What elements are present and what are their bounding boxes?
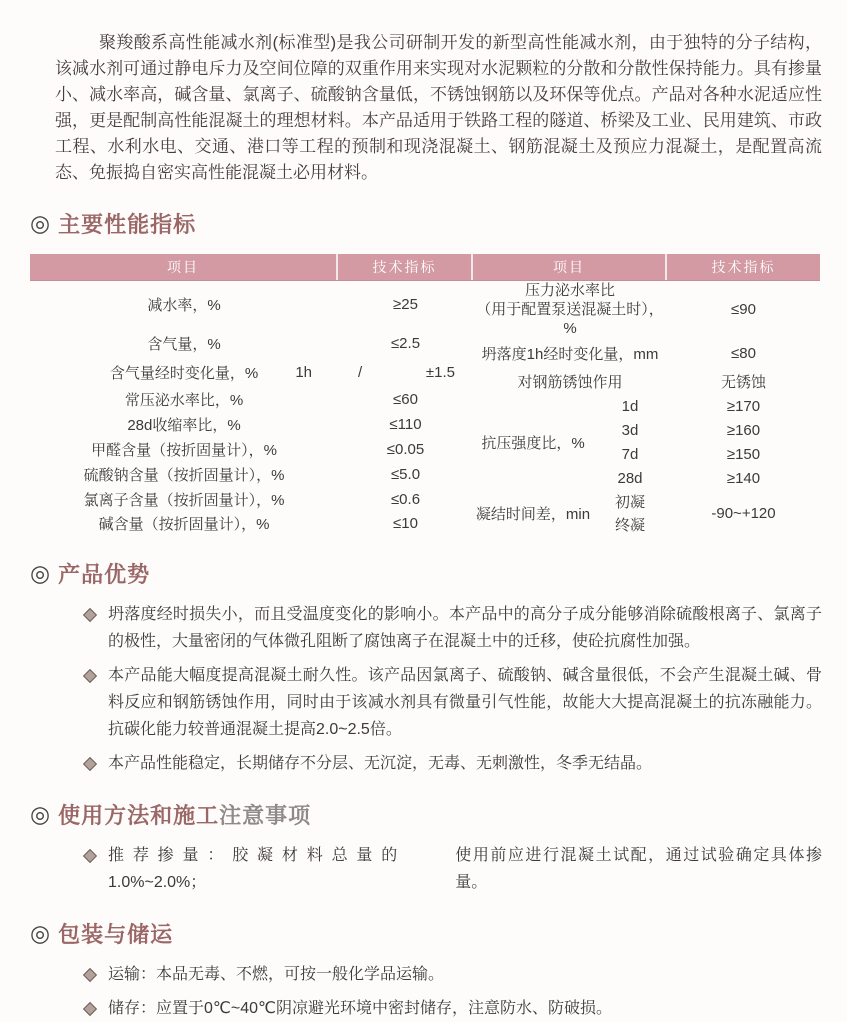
row-label: 甲醛含量（按折固量计），% (91, 442, 277, 460)
diamond-bullet-icon (83, 608, 97, 622)
section-performance-heading (30, 208, 847, 239)
setting-initial-label: 初凝 (614, 494, 645, 511)
row-value: ≤5.0 (390, 466, 421, 484)
section-packing-heading (30, 918, 847, 949)
list-item-text: 坍落度经时损失小，而且受温度变化的影响小。本产品中的高分子成分能够消除硫酸根离子、氯离子的极性，大量密闭的气体微孔阻断了腐蚀离子在混凝土中的迁移，使砼抗腐性加强。 (108, 606, 822, 650)
list-item (85, 750, 822, 777)
usage-list (85, 842, 822, 896)
row-label: 抗压强度比，% (481, 434, 585, 452)
table-row (30, 512, 473, 536)
row-value: ≤90 (731, 301, 756, 318)
table-row (30, 386, 473, 411)
advantages-list (85, 601, 822, 777)
age-label: 7d (621, 445, 639, 463)
section-title: 主要性能指标 (58, 212, 197, 237)
age-label: 3d (621, 421, 639, 439)
spacer (397, 842, 455, 896)
table-body (30, 281, 820, 536)
list-item-text: 本产品能大幅度提高混凝土耐久性。该产品因氯离子、硫酸钠、碱含量很低，不会产生混凝土碱、骨料反应和钢筋锈蚀作用，同时由于该减水剂具有微量引气性能，故能大大提高混凝土的抗冻融能力。抗碳化能力较普通混凝土提高2.0~2.5倍。 (108, 667, 822, 738)
list-item (85, 842, 822, 896)
row-value: ≤0.6 (390, 491, 421, 509)
row-label (473, 281, 667, 338)
row-value: ≤80 (731, 344, 756, 362)
section-title-tail: 注意事项 (219, 803, 312, 828)
row-value: -90~+120 (711, 504, 776, 522)
trial-mix-text: 使用前应进行混凝土试配，通过试验确定具体掺量。 (455, 847, 822, 891)
bullseye-icon: ◎ (30, 920, 52, 946)
setting-final-label: 终凝 (614, 517, 645, 534)
table-row (30, 359, 473, 386)
table-row (473, 394, 820, 418)
list-item (85, 995, 822, 1022)
intro-paragraph: 聚羧酸系高性能减水剂(标准型)是我公司研制开发的新型高性能减水剂，由于独特的分子结构，该减水剂可通过静电斥力及空间位障的双重作用来实现对水泥颗粒的分散和分散性保持能力。具有掺量小、减水率高，碱含量、氯离子、硫酸钠含量低，不锈蚀钢筋以及环保等优点。产品对各种水泥适应性强，更是配制高性能混凝土的理想材料。本产品适用于铁路工程的隧道、桥梁及工业、民用建筑、市政工程、水利水电、交通、港口等工程的预制和现浇混凝土、钢筋混凝土及预应力混凝土，是配置高流态、免振捣自密实高性能混凝土必用材料。 (55, 33, 822, 182)
row-label: 对钢筋锈蚀作用 (517, 373, 623, 391)
bullseye-icon: ◎ (30, 560, 52, 586)
diamond-bullet-icon (83, 669, 97, 683)
table-row (30, 487, 473, 511)
age-label: 28d (617, 469, 643, 487)
row-label-text: 含气量经时变化量，% (109, 365, 259, 383)
row-value-text: ±1.5 (425, 364, 455, 382)
col-header-spec-left: 技术指标 (336, 254, 471, 280)
diamond-bullet-icon (83, 757, 97, 771)
row-sublabel: 1h (295, 364, 312, 382)
table-row (30, 281, 473, 327)
row-value: 无锈蚀 (720, 373, 766, 391)
bullseye-icon: ◎ (30, 210, 52, 236)
row-label: 含气量，% (147, 335, 221, 353)
row-value: ≥25 (393, 295, 418, 313)
table-row (473, 490, 820, 513)
list-item (85, 961, 822, 988)
col-header-spec-right: 技术指标 (665, 254, 820, 280)
age-label: 1d (621, 397, 639, 415)
row-label: 凝结时间差，min (475, 505, 591, 523)
row-value: ≤10 (393, 515, 418, 533)
row-label: 减水率，% (147, 296, 221, 314)
row-value: ≥150 (726, 445, 761, 463)
row-label: 28d收缩率比，% (127, 416, 241, 434)
performance-table (30, 254, 820, 536)
table-row (473, 368, 820, 394)
row-value: ≥140 (726, 469, 761, 487)
col-header-item-left: 项目 (167, 259, 199, 275)
list-item-text: 储存：应置于0℃~40℃阴凉避光环境中密封储存，注意防水、防破损。 (108, 1000, 612, 1017)
list-item-text: 本产品性能稳定，长期储存不分层、无沉淀，无毒、无刺激性，冬季无结晶。 (108, 755, 653, 772)
packing-list (85, 961, 822, 1022)
row-label: 碱含量（按折固量计），% (98, 516, 270, 534)
list-item-text: 运输：本品无毒、不燃，可按一般化学品运输。 (108, 966, 445, 983)
row-label-line2: （用于配置泵送混凝土时），% (476, 301, 664, 337)
list-item (85, 662, 822, 743)
document-page (0, 30, 847, 1017)
row-value: ≤110 (389, 415, 422, 433)
row-label: 坍落度1h经时变化量，mm (481, 345, 659, 363)
table-row (30, 462, 473, 487)
row-value (338, 359, 473, 386)
section-title-main: 使用方法和施工 (58, 803, 220, 828)
row-value: ≤2.5 (390, 334, 421, 352)
row-label: 硫酸钠含量（按折固量计），% (83, 467, 285, 485)
row-value: ≥170 (726, 397, 761, 415)
dosage-text: 推荐掺量：胶凝材料总量的1.0%~2.0%； (108, 847, 398, 891)
table-row (30, 327, 473, 359)
list-item (85, 601, 822, 655)
section-usage-heading (30, 799, 847, 830)
performance-table-left (30, 281, 473, 536)
row-value-slash: / (358, 364, 363, 382)
table-row (473, 281, 820, 338)
bullseye-icon: ◎ (30, 801, 52, 827)
table-header-row (30, 254, 820, 281)
row-label: 氯离子含量（按折固量计），% (83, 492, 285, 510)
row-value: ≤60 (393, 390, 418, 408)
table-row (30, 437, 473, 462)
performance-table-right (473, 281, 820, 536)
list-item-text (108, 842, 822, 896)
row-label: 常压泌水率比，% (124, 391, 244, 409)
table-row (473, 338, 820, 368)
section-title: 包装与储运 (58, 922, 174, 947)
row-label (30, 359, 338, 386)
row-value: ≥160 (726, 421, 761, 439)
table-row (30, 412, 473, 437)
section-title: 产品优势 (58, 562, 151, 587)
row-label-line1: 压力泌水率比 (524, 282, 615, 299)
diamond-bullet-icon (83, 968, 97, 982)
row-value: ≤0.05 (386, 441, 425, 459)
diamond-bullet-icon (83, 1002, 97, 1016)
col-header-item-right: 项目 (471, 254, 665, 280)
diamond-bullet-icon (83, 849, 97, 863)
section-advantages-heading (30, 558, 847, 589)
